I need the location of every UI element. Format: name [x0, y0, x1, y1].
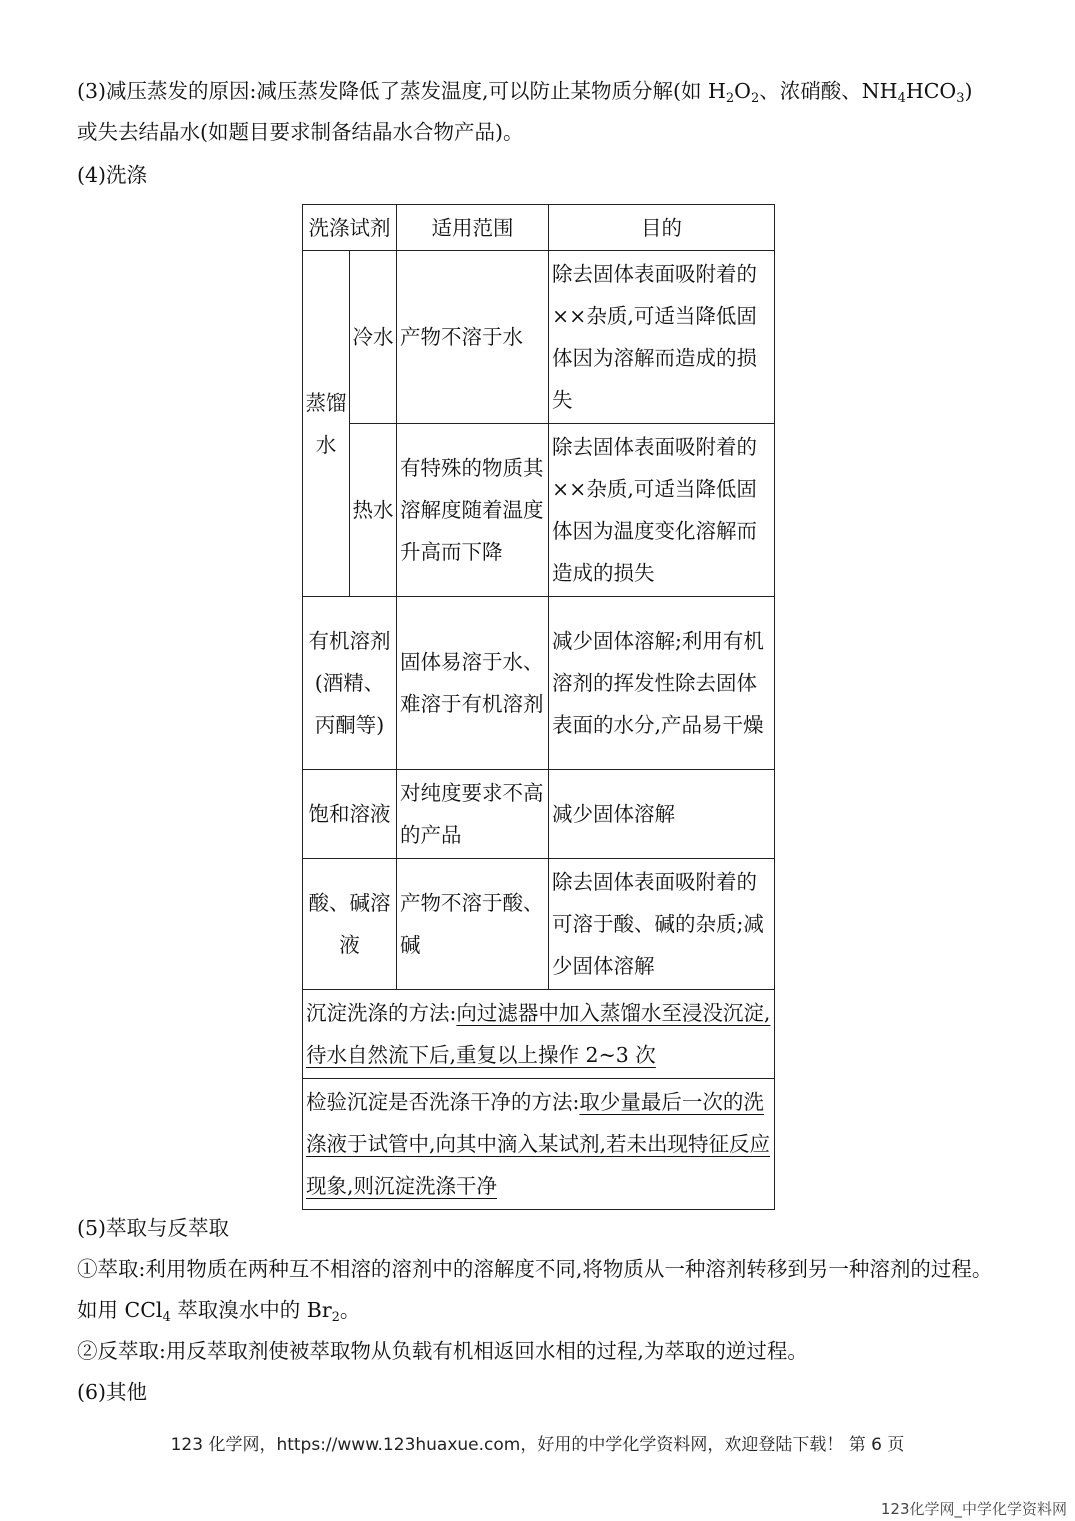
p3-text: )	[964, 79, 973, 103]
p3-line2: 或失去结晶水(如题目要求制备结晶水合物产品)。	[77, 120, 524, 144]
paragraph-3	[77, 71, 1007, 153]
organic-solvent-cell: 有机溶剂(酒精、丙酮等)	[303, 597, 397, 770]
distilled-water-cell: 蒸馏水	[303, 251, 350, 597]
table-row	[303, 770, 775, 859]
watermark-text: 123化学网_中学化学资料网	[880, 1500, 1067, 1518]
table-header-row	[303, 205, 775, 251]
washing-check-cell	[303, 1079, 775, 1210]
section-4-heading: (4)洗涤	[77, 163, 148, 187]
saturated-purpose-cell: 减少固体溶解	[549, 770, 775, 859]
extraction-text: 。	[339, 1298, 361, 1322]
organic-purpose-cell: 减少固体溶解;利用有机溶剂的挥发性除去固体表面的水分,产品易干燥	[549, 597, 775, 770]
extraction-text: 萃取溴水中的 Br	[170, 1298, 332, 1322]
section-5-heading: (5)萃取与反萃取	[77, 1216, 230, 1240]
washing-check-text: 取少量最后一次的洗涤液于试管中,向其中滴入某试剂,若未出现特征反应现象,则沉淀洗涤干净	[306, 1090, 771, 1198]
acid-base-purpose-cell: 除去固体表面吸附着的可溶于酸、碱的杂质;减少固体溶解	[549, 859, 775, 990]
header-purpose: 目的	[549, 205, 775, 251]
acid-base-cell: 酸、碱溶液	[303, 859, 397, 990]
header-reagent: 洗涤试剂	[303, 205, 397, 251]
washing-check-label: 检验沉淀是否洗涤干净的方法:	[306, 1090, 580, 1114]
p3-sub: 2	[725, 91, 735, 106]
section-5	[77, 1208, 1007, 1413]
table-row	[303, 424, 775, 597]
extraction-text: ①萃取:利用物质在两种互不相溶的溶剂中的溶解度不同,将物质从一种溶剂转移到另一种溶剂的过程。如用 CCl	[77, 1257, 993, 1322]
washing-method-label: 沉淀洗涤的方法:	[306, 1001, 457, 1025]
table-row	[303, 251, 775, 424]
saturated-solution-cell: 饱和溶液	[303, 770, 397, 859]
p3-text: HCO	[905, 79, 957, 103]
section-6-heading: (6)其他	[77, 1380, 148, 1404]
extraction-paragraph	[77, 1249, 1007, 1331]
p3-sub: 3	[956, 91, 965, 106]
table-row	[303, 859, 775, 990]
hot-scope-cell: 有特殊的物质其溶解度随着温度升高而下降	[397, 424, 549, 597]
table-row	[303, 597, 775, 770]
washing-method-cell	[303, 990, 775, 1079]
cold-purpose-cell: 除去固体表面吸附着的××杂质,可适当降低固体因为溶解而造成的损失	[549, 251, 775, 424]
p3-sub: 4	[897, 91, 906, 106]
cold-scope-cell: 产物不溶于水	[397, 251, 549, 424]
hot-purpose-cell: 除去固体表面吸附着的××杂质,可适当降低固体因为温度变化溶解而造成的损失	[549, 424, 775, 597]
page-footer: 123 化学网，https://www.123huaxue.com，好用的中学化学资料网，欢迎登陆下载！ 第 6 页	[170, 1435, 905, 1455]
p3-sub: 2	[750, 91, 760, 106]
washing-method-row	[303, 990, 775, 1079]
header-scope: 适用范围	[397, 205, 549, 251]
cold-water-cell: 冷水	[350, 251, 397, 424]
back-extraction-paragraph: ②反萃取:用反萃取剂使被萃取物从负载有机相返回水相的过程,为萃取的逆过程。	[77, 1339, 808, 1363]
organic-scope-cell: 固体易溶于水、难溶于有机溶剂	[397, 597, 549, 770]
washing-table	[302, 204, 775, 1210]
extraction-sub: 2	[331, 1310, 340, 1325]
hot-water-cell: 热水	[350, 424, 397, 597]
washing-check-row	[303, 1079, 775, 1210]
p3-text: (3)减压蒸发的原因:减压蒸发降低了蒸发温度,可以防止某物质分解(如 H	[77, 79, 726, 103]
p3-text: 、浓硝酸、NH	[759, 79, 898, 103]
saturated-scope-cell: 对纯度要求不高的产品	[397, 770, 549, 859]
extraction-sub: 4	[162, 1310, 171, 1325]
washing-method-text: 向过滤器中加入蒸馏水至浸没沉淀,待水自然流下后,重复以上操作 2~3 次	[306, 1001, 771, 1067]
p3-text: O	[734, 79, 751, 103]
acid-base-scope-cell: 产物不溶于酸、碱	[397, 859, 549, 990]
